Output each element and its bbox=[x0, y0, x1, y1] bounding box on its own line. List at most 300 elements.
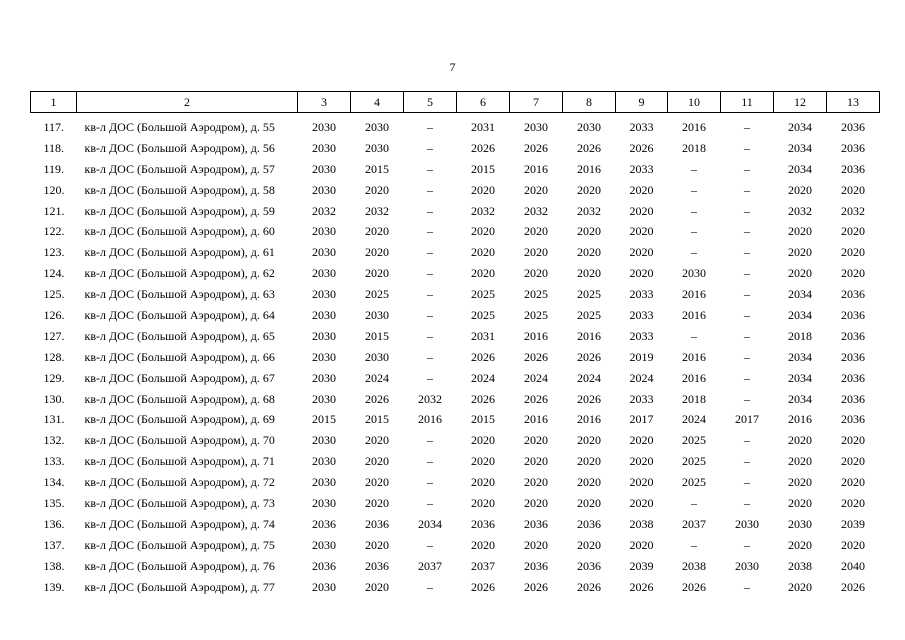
year-cell: 2020 bbox=[524, 475, 548, 490]
year-cell: 2033 bbox=[629, 328, 654, 343]
year-cell: 2025 bbox=[365, 287, 389, 302]
year-cell: 2032 bbox=[418, 391, 442, 406]
year-cell: 2020 bbox=[471, 182, 495, 197]
year-cell: 2024 bbox=[577, 370, 601, 385]
year-cell: 2018 bbox=[682, 140, 706, 155]
year-cell: 2036 bbox=[841, 287, 865, 302]
year-cell: – bbox=[691, 245, 697, 260]
year-cell: 2020 bbox=[471, 454, 495, 469]
year-cell: 2020 bbox=[841, 454, 865, 469]
year-cell: 2017 bbox=[629, 412, 654, 427]
year-cell: 2016 bbox=[524, 328, 548, 343]
address-cell: кв-л ДОС (Большой Аэродром), д. 65 bbox=[84, 328, 275, 343]
year-cell: 2025 bbox=[524, 307, 548, 322]
year-cell: – bbox=[427, 475, 433, 490]
year-cell: 2030 bbox=[312, 433, 336, 448]
column-header-10: 10 bbox=[668, 92, 721, 113]
year-cell: 2020 bbox=[841, 495, 865, 510]
year-cell: 2017 bbox=[735, 412, 759, 427]
address-cell: кв-л ДОС (Большой Аэродром), д. 62 bbox=[84, 266, 275, 281]
address-cell: кв-л ДОС (Большой Аэродром), д. 73 bbox=[84, 495, 275, 510]
table-row bbox=[31, 493, 880, 514]
row-number: 138. bbox=[43, 558, 65, 573]
year-cell: 2020 bbox=[788, 475, 812, 490]
column-header-1: 1 bbox=[31, 92, 77, 113]
column-header-11: 11 bbox=[721, 92, 774, 113]
year-cell: – bbox=[744, 454, 750, 469]
year-cell: 2020 bbox=[577, 475, 601, 490]
year-cell: – bbox=[744, 203, 750, 218]
year-cell: 2020 bbox=[788, 433, 812, 448]
year-cell: 2026 bbox=[524, 349, 548, 364]
year-cell: 2020 bbox=[471, 245, 495, 260]
year-cell: 2033 bbox=[629, 161, 654, 176]
year-cell: – bbox=[427, 307, 433, 322]
year-cell: 2020 bbox=[629, 203, 654, 218]
address-cell: кв-л ДОС (Большой Аэродром), д. 60 bbox=[84, 224, 275, 239]
year-cell: 2030 bbox=[577, 119, 601, 134]
year-cell: 2036 bbox=[841, 349, 865, 364]
year-cell: 2038 bbox=[629, 516, 654, 531]
year-cell: 2030 bbox=[312, 349, 336, 364]
year-cell: – bbox=[427, 328, 433, 343]
year-cell: 2036 bbox=[365, 516, 389, 531]
year-cell: 2020 bbox=[524, 537, 548, 552]
address-cell: кв-л ДОС (Большой Аэродром), д. 77 bbox=[84, 579, 275, 594]
year-cell: 2015 bbox=[312, 412, 336, 427]
year-cell: 2030 bbox=[312, 266, 336, 281]
year-cell: 2030 bbox=[365, 119, 389, 134]
row-number: 119. bbox=[43, 161, 65, 176]
year-cell: 2020 bbox=[365, 224, 389, 239]
table-row bbox=[31, 535, 880, 556]
year-cell: 2020 bbox=[524, 245, 548, 260]
year-cell: 2024 bbox=[524, 370, 548, 385]
year-cell: – bbox=[691, 224, 697, 239]
year-cell: 2030 bbox=[312, 140, 336, 155]
year-cell: 2020 bbox=[841, 182, 865, 197]
year-cell: 2020 bbox=[471, 224, 495, 239]
year-cell: – bbox=[744, 579, 750, 594]
address-cell: кв-л ДОС (Большой Аэродром), д. 57 bbox=[84, 161, 275, 176]
year-cell: 2039 bbox=[629, 558, 654, 573]
year-cell: 2020 bbox=[788, 495, 812, 510]
row-number: 137. bbox=[43, 537, 65, 552]
year-cell: 2016 bbox=[682, 287, 706, 302]
address-cell: кв-л ДОС (Большой Аэродром), д. 66 bbox=[84, 349, 275, 364]
year-cell: 2030 bbox=[312, 245, 336, 260]
year-cell: – bbox=[427, 349, 433, 364]
year-cell: 2026 bbox=[471, 349, 495, 364]
row-number: 123. bbox=[43, 245, 65, 260]
year-cell: 2036 bbox=[577, 558, 601, 573]
year-cell: 2036 bbox=[312, 516, 336, 531]
row-number: 127. bbox=[43, 328, 65, 343]
year-cell: 2026 bbox=[629, 140, 654, 155]
year-cell: 2020 bbox=[524, 182, 548, 197]
column-header-6: 6 bbox=[457, 92, 510, 113]
row-number: 136. bbox=[43, 516, 65, 531]
table-row bbox=[31, 201, 880, 222]
year-cell: 2030 bbox=[312, 579, 336, 594]
year-cell: 2020 bbox=[524, 433, 548, 448]
year-cell: – bbox=[691, 203, 697, 218]
year-cell: 2020 bbox=[471, 266, 495, 281]
year-cell: – bbox=[744, 495, 750, 510]
row-number: 139. bbox=[43, 579, 65, 594]
year-cell: 2020 bbox=[471, 433, 495, 448]
year-cell: 2036 bbox=[312, 558, 336, 573]
year-cell: 2020 bbox=[471, 495, 495, 510]
year-cell: – bbox=[744, 370, 750, 385]
table-row bbox=[31, 514, 880, 535]
year-cell: 2020 bbox=[471, 537, 495, 552]
year-cell: – bbox=[427, 266, 433, 281]
year-cell: 2025 bbox=[524, 287, 548, 302]
year-cell: 2036 bbox=[365, 558, 389, 573]
column-header-7: 7 bbox=[510, 92, 563, 113]
year-cell: 2030 bbox=[312, 454, 336, 469]
year-cell: – bbox=[744, 391, 750, 406]
year-cell: 2016 bbox=[788, 412, 812, 427]
year-cell: 2031 bbox=[471, 328, 495, 343]
year-cell: 2020 bbox=[524, 454, 548, 469]
address-cell: кв-л ДОС (Большой Аэродром), д. 71 bbox=[84, 454, 275, 469]
year-cell: 2030 bbox=[312, 182, 336, 197]
table-row bbox=[31, 368, 880, 389]
year-cell: 2036 bbox=[841, 370, 865, 385]
year-cell: 2026 bbox=[577, 140, 601, 155]
year-cell: 2020 bbox=[365, 495, 389, 510]
year-cell: 2026 bbox=[577, 391, 601, 406]
table-row bbox=[31, 221, 880, 242]
year-cell: – bbox=[744, 140, 750, 155]
table-row bbox=[31, 284, 880, 305]
year-cell: 2020 bbox=[629, 495, 654, 510]
year-cell: 2040 bbox=[841, 558, 865, 573]
column-header-12: 12 bbox=[774, 92, 827, 113]
year-cell: 2034 bbox=[788, 287, 812, 302]
year-cell: 2026 bbox=[577, 579, 601, 594]
year-cell: – bbox=[427, 537, 433, 552]
year-cell: 2018 bbox=[682, 391, 706, 406]
year-cell: – bbox=[744, 328, 750, 343]
year-cell: 2030 bbox=[312, 537, 336, 552]
year-cell: 2020 bbox=[577, 495, 601, 510]
year-cell: 2034 bbox=[788, 140, 812, 155]
year-cell: 2034 bbox=[788, 370, 812, 385]
year-cell: – bbox=[427, 140, 433, 155]
year-cell: 2026 bbox=[841, 579, 865, 594]
year-cell: 2020 bbox=[524, 224, 548, 239]
row-number: 122. bbox=[43, 224, 65, 239]
year-cell: – bbox=[744, 349, 750, 364]
year-cell: 2026 bbox=[471, 140, 495, 155]
year-cell: 2034 bbox=[418, 516, 442, 531]
year-cell: 2026 bbox=[524, 579, 548, 594]
year-cell: 2020 bbox=[629, 475, 654, 490]
year-cell: 2020 bbox=[629, 454, 654, 469]
year-cell: 2030 bbox=[312, 370, 336, 385]
year-cell: 2025 bbox=[577, 307, 601, 322]
row-number: 126. bbox=[43, 307, 65, 322]
row-number: 130. bbox=[43, 391, 65, 406]
year-cell: 2032 bbox=[312, 203, 336, 218]
year-cell: 2030 bbox=[735, 558, 759, 573]
column-header-8: 8 bbox=[563, 92, 616, 113]
row-number: 134. bbox=[43, 475, 65, 490]
column-header-5: 5 bbox=[404, 92, 457, 113]
year-cell: 2030 bbox=[312, 224, 336, 239]
year-cell: 2030 bbox=[312, 287, 336, 302]
table-row bbox=[31, 556, 880, 577]
year-cell: 2038 bbox=[788, 558, 812, 573]
address-cell: кв-л ДОС (Большой Аэродром), д. 56 bbox=[84, 140, 275, 155]
year-cell: 2030 bbox=[312, 495, 336, 510]
year-cell: 2020 bbox=[788, 454, 812, 469]
column-header-4: 4 bbox=[351, 92, 404, 113]
column-header-9: 9 bbox=[616, 92, 668, 113]
row-number: 129. bbox=[43, 370, 65, 385]
year-cell: – bbox=[427, 287, 433, 302]
year-cell: 2025 bbox=[577, 287, 601, 302]
year-cell: – bbox=[427, 454, 433, 469]
year-cell: – bbox=[427, 182, 433, 197]
year-cell: – bbox=[427, 119, 433, 134]
year-cell: 2020 bbox=[841, 266, 865, 281]
year-cell: 2032 bbox=[471, 203, 495, 218]
year-cell: 2030 bbox=[682, 266, 706, 281]
year-cell: 2016 bbox=[682, 119, 706, 134]
row-number: 118. bbox=[43, 140, 65, 155]
table-row bbox=[31, 409, 880, 430]
row-number: 131. bbox=[43, 412, 65, 427]
year-cell: 2020 bbox=[841, 475, 865, 490]
year-cell: – bbox=[427, 370, 433, 385]
year-cell: 2036 bbox=[841, 412, 865, 427]
year-cell: 2020 bbox=[629, 224, 654, 239]
year-cell: 2020 bbox=[577, 224, 601, 239]
address-cell: кв-л ДОС (Большой Аэродром), д. 63 bbox=[84, 287, 275, 302]
year-cell: 2015 bbox=[365, 412, 389, 427]
year-cell: 2026 bbox=[629, 579, 654, 594]
row-number: 133. bbox=[43, 454, 65, 469]
year-cell: 2030 bbox=[735, 516, 759, 531]
year-cell: 2030 bbox=[788, 516, 812, 531]
year-cell: 2036 bbox=[841, 161, 865, 176]
year-cell: 2033 bbox=[629, 287, 654, 302]
year-cell: 2026 bbox=[682, 579, 706, 594]
year-cell: – bbox=[744, 161, 750, 176]
address-cell: кв-л ДОС (Большой Аэродром), д. 61 bbox=[84, 245, 275, 260]
column-header-2: 2 bbox=[77, 92, 298, 113]
page-number: 7 bbox=[449, 60, 456, 74]
year-cell: – bbox=[744, 287, 750, 302]
year-cell: 2026 bbox=[524, 140, 548, 155]
year-cell: 2033 bbox=[629, 391, 654, 406]
year-cell: 2034 bbox=[788, 119, 812, 134]
year-cell: – bbox=[744, 433, 750, 448]
year-cell: 2037 bbox=[682, 516, 706, 531]
address-cell: кв-л ДОС (Большой Аэродром), д. 76 bbox=[84, 558, 275, 573]
year-cell: – bbox=[691, 537, 697, 552]
year-cell: – bbox=[691, 182, 697, 197]
address-cell: кв-л ДОС (Большой Аэродром), д. 75 bbox=[84, 537, 275, 552]
year-cell: 2020 bbox=[788, 224, 812, 239]
year-cell: 2026 bbox=[365, 391, 389, 406]
year-cell: – bbox=[744, 119, 750, 134]
table-row bbox=[31, 305, 880, 326]
year-cell: 2034 bbox=[788, 307, 812, 322]
year-cell: 2036 bbox=[841, 119, 865, 134]
year-cell: 2036 bbox=[841, 391, 865, 406]
year-cell: 2015 bbox=[365, 328, 389, 343]
year-cell: 2039 bbox=[841, 516, 865, 531]
year-cell: 2036 bbox=[524, 558, 548, 573]
table-header-row bbox=[31, 92, 880, 113]
year-cell: 2020 bbox=[841, 537, 865, 552]
year-cell: 2016 bbox=[577, 161, 601, 176]
year-cell: 2030 bbox=[524, 119, 548, 134]
column-header-13: 13 bbox=[827, 92, 880, 113]
year-cell: – bbox=[744, 266, 750, 281]
year-cell: 2020 bbox=[841, 224, 865, 239]
year-cell: 2020 bbox=[365, 579, 389, 594]
data-table bbox=[30, 91, 880, 597]
table-row bbox=[31, 159, 880, 180]
year-cell: 2024 bbox=[471, 370, 495, 385]
year-cell: – bbox=[744, 182, 750, 197]
year-cell: 2034 bbox=[788, 391, 812, 406]
year-cell: 2025 bbox=[471, 307, 495, 322]
address-cell: кв-л ДОС (Большой Аэродром), д. 72 bbox=[84, 475, 275, 490]
table-row bbox=[31, 389, 880, 410]
year-cell: 2032 bbox=[577, 203, 601, 218]
year-cell: 2036 bbox=[841, 328, 865, 343]
year-cell: 2030 bbox=[312, 119, 336, 134]
address-cell: кв-л ДОС (Большой Аэродром), д. 67 bbox=[84, 370, 275, 385]
year-cell: 2020 bbox=[471, 475, 495, 490]
year-cell: 2020 bbox=[365, 245, 389, 260]
year-cell: – bbox=[744, 307, 750, 322]
year-cell: 2020 bbox=[577, 266, 601, 281]
year-cell: 2030 bbox=[312, 475, 336, 490]
year-cell: – bbox=[427, 245, 433, 260]
address-cell: кв-л ДОС (Большой Аэродром), д. 70 bbox=[84, 433, 275, 448]
year-cell: 2020 bbox=[788, 266, 812, 281]
year-cell: 2020 bbox=[577, 537, 601, 552]
address-cell: кв-л ДОС (Большой Аэродром), д. 55 bbox=[84, 119, 275, 134]
year-cell: 2020 bbox=[365, 433, 389, 448]
year-cell: 2033 bbox=[629, 119, 654, 134]
year-cell: – bbox=[427, 495, 433, 510]
row-number: 135. bbox=[43, 495, 65, 510]
table-row bbox=[31, 242, 880, 263]
year-cell: 2026 bbox=[577, 349, 601, 364]
year-cell: 2030 bbox=[365, 307, 389, 322]
table-row bbox=[31, 430, 880, 451]
table-row bbox=[31, 472, 880, 493]
year-cell: 2037 bbox=[418, 558, 442, 573]
year-cell: 2020 bbox=[577, 454, 601, 469]
year-cell: 2020 bbox=[841, 433, 865, 448]
year-cell: 2020 bbox=[365, 454, 389, 469]
year-cell: 2015 bbox=[471, 161, 495, 176]
year-cell: 2016 bbox=[682, 370, 706, 385]
address-cell: кв-л ДОС (Большой Аэродром), д. 59 bbox=[84, 203, 275, 218]
year-cell: – bbox=[691, 328, 697, 343]
year-cell: 2025 bbox=[682, 433, 706, 448]
year-cell: 2016 bbox=[524, 412, 548, 427]
year-cell: 2034 bbox=[788, 349, 812, 364]
year-cell: 2020 bbox=[365, 266, 389, 281]
year-cell: 2016 bbox=[524, 161, 548, 176]
year-cell: – bbox=[427, 203, 433, 218]
row-number: 117. bbox=[43, 119, 65, 134]
year-cell: 2031 bbox=[471, 119, 495, 134]
table-body bbox=[31, 113, 880, 598]
year-cell: – bbox=[744, 224, 750, 239]
year-cell: 2020 bbox=[577, 182, 601, 197]
year-cell: 2038 bbox=[682, 558, 706, 573]
year-cell: 2020 bbox=[524, 266, 548, 281]
year-cell: 2024 bbox=[682, 412, 706, 427]
year-cell: 2036 bbox=[524, 516, 548, 531]
year-cell: 2020 bbox=[629, 245, 654, 260]
year-cell: 2020 bbox=[524, 495, 548, 510]
year-cell: 2036 bbox=[577, 516, 601, 531]
year-cell: – bbox=[691, 495, 697, 510]
table-row bbox=[31, 113, 880, 138]
year-cell: – bbox=[744, 245, 750, 260]
year-cell: 2020 bbox=[629, 266, 654, 281]
table-row bbox=[31, 451, 880, 472]
year-cell: 2030 bbox=[312, 328, 336, 343]
address-cell: кв-л ДОС (Большой Аэродром), д. 69 bbox=[84, 412, 275, 427]
year-cell: 2026 bbox=[524, 391, 548, 406]
year-cell: 2020 bbox=[629, 537, 654, 552]
address-cell: кв-л ДОС (Большой Аэродром), д. 68 bbox=[84, 391, 275, 406]
year-cell: 2025 bbox=[682, 475, 706, 490]
year-cell: 2024 bbox=[629, 370, 654, 385]
year-cell: 2020 bbox=[365, 182, 389, 197]
year-cell: 2032 bbox=[841, 203, 865, 218]
year-cell: 2032 bbox=[365, 203, 389, 218]
year-cell: – bbox=[427, 161, 433, 176]
table-row bbox=[31, 263, 880, 284]
year-cell: 2020 bbox=[788, 245, 812, 260]
year-cell: 2016 bbox=[418, 412, 442, 427]
year-cell: 2032 bbox=[788, 203, 812, 218]
address-cell: кв-л ДОС (Большой Аэродром), д. 58 bbox=[84, 182, 275, 197]
year-cell: 2020 bbox=[788, 182, 812, 197]
year-cell: 2020 bbox=[841, 245, 865, 260]
year-cell: 2026 bbox=[471, 391, 495, 406]
table-row bbox=[31, 347, 880, 368]
year-cell: 2016 bbox=[682, 349, 706, 364]
year-cell: 2020 bbox=[629, 433, 654, 448]
table-row bbox=[31, 326, 880, 347]
year-cell: 2033 bbox=[629, 307, 654, 322]
year-cell: 2036 bbox=[841, 307, 865, 322]
year-cell: 2020 bbox=[629, 182, 654, 197]
row-number: 124. bbox=[43, 266, 65, 281]
row-number: 132. bbox=[43, 433, 65, 448]
year-cell: 2016 bbox=[682, 307, 706, 322]
year-cell: 2030 bbox=[312, 391, 336, 406]
row-number: 125. bbox=[43, 287, 65, 302]
row-number: 120. bbox=[43, 182, 65, 197]
